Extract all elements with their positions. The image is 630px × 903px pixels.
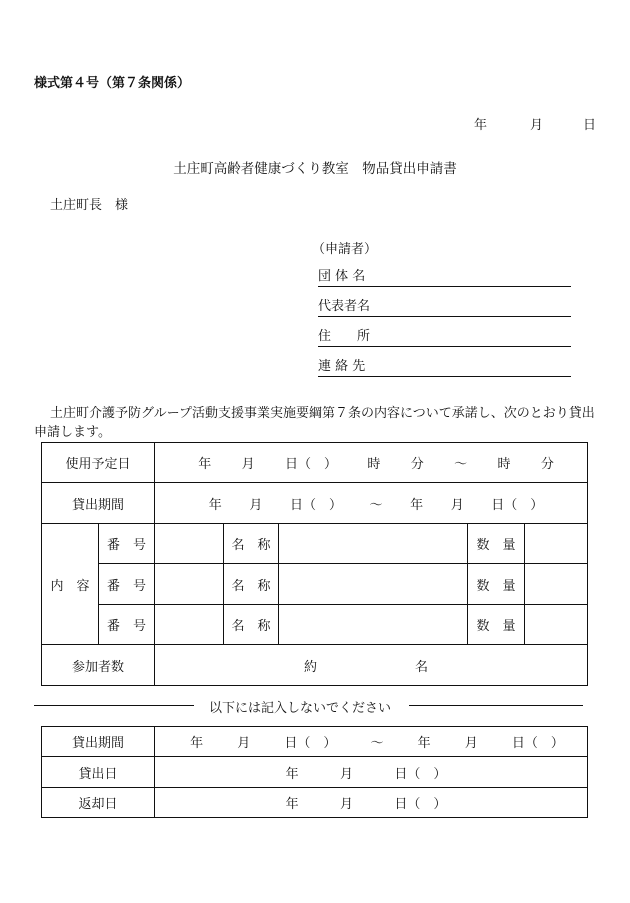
use-date-hour-start: 時 xyxy=(367,457,381,472)
item-name-input[interactable] xyxy=(279,605,468,645)
office-loan-start-month: 月 xyxy=(237,736,251,751)
office-loan-start-year: 年 xyxy=(190,736,204,751)
item-number-input[interactable] xyxy=(155,524,224,564)
contents-label: 内 容 xyxy=(42,524,99,645)
item-name-input[interactable] xyxy=(279,524,468,564)
loan-period-tilde: ～ xyxy=(369,497,383,513)
group-name-field[interactable] xyxy=(318,268,571,287)
office-loan-period-label: 貸出期間 xyxy=(42,727,155,757)
item-name-label: 名 称 xyxy=(224,524,279,564)
item-qty-label: 数 量 xyxy=(468,564,525,605)
loan-date-year: 年 xyxy=(285,766,299,782)
item-name-input[interactable] xyxy=(279,564,468,605)
use-date-hour-end: 時 xyxy=(497,457,511,472)
date-year: 年 xyxy=(474,118,488,133)
loan-start-month: 月 xyxy=(249,497,263,513)
participants-value[interactable] xyxy=(155,645,588,686)
item-qty-input[interactable] xyxy=(525,605,588,645)
loan-start-year: 年 xyxy=(208,497,222,513)
use-date-month: 月 xyxy=(241,457,255,472)
item-number-input[interactable] xyxy=(155,564,224,605)
item-number-label: 番 号 xyxy=(99,605,155,645)
participants-unit: 名 xyxy=(415,659,429,675)
form-number: 様式第４号（第７条関係） xyxy=(34,76,191,91)
page-title: 土庄町高齢者健康づくり教室 物品貸出申請書 xyxy=(173,161,457,177)
item-qty-label: 数 量 xyxy=(468,605,525,645)
office-loan-end-day: 日（ ） xyxy=(511,736,564,751)
separator-line-left xyxy=(34,705,194,706)
applicant-label: （申請者） xyxy=(312,242,378,257)
participants-approx: 約 xyxy=(304,659,318,675)
contact-field[interactable] xyxy=(318,358,571,377)
item-number-label: 番 号 xyxy=(99,524,155,564)
office-loan-end-month: 月 xyxy=(464,736,478,751)
office-loan-start-day: 日（ ） xyxy=(284,736,337,751)
item-name-label: 名 称 xyxy=(224,605,279,645)
use-date-label: 使用予定日 xyxy=(42,443,155,483)
office-loan-tilde: ～ xyxy=(370,736,384,751)
item-qty-label: 数 量 xyxy=(468,524,525,564)
loan-date-value xyxy=(155,757,588,788)
group-name-label: 団 体 名 xyxy=(318,269,366,284)
address-field[interactable] xyxy=(318,328,571,347)
separator-line-right xyxy=(409,705,583,706)
use-date-day: 日（ ） xyxy=(284,457,337,472)
use-date-minute-end: 分 xyxy=(540,457,554,472)
use-date-tilde: ～ xyxy=(454,457,468,472)
loan-date-month: 月 xyxy=(339,766,353,782)
office-loan-end-year: 年 xyxy=(417,736,431,751)
item-qty-input[interactable] xyxy=(525,524,588,564)
loan-period-value[interactable] xyxy=(155,483,588,524)
office-loan-period-value xyxy=(155,727,588,757)
return-date-label: 返却日 xyxy=(42,788,155,818)
date-month: 月 xyxy=(530,118,544,133)
application-table xyxy=(41,442,588,686)
representative-field[interactable] xyxy=(318,298,571,317)
loan-date-day: 日（ ） xyxy=(394,766,447,782)
body-text: 土庄町介護予防グループ活動支援事業実施要綱第７条の内容について承諾し、次のとおり貸出申請します。 xyxy=(34,406,595,440)
item-number-label: 番 号 xyxy=(99,564,155,605)
loan-start-day: 日（ ） xyxy=(289,497,342,513)
date-day: 日 xyxy=(583,118,597,133)
office-use-separator xyxy=(34,697,583,716)
address-label: 住 所 xyxy=(318,329,371,344)
addressee: 土庄町長 様 xyxy=(50,198,129,213)
loan-period-label: 貸出期間 xyxy=(42,483,155,524)
contact-label: 連 絡 先 xyxy=(318,359,366,374)
return-date-day: 日（ ） xyxy=(394,797,447,812)
item-number-input[interactable] xyxy=(155,605,224,645)
loan-date-label: 貸出日 xyxy=(42,757,155,788)
office-use-table xyxy=(41,726,588,818)
loan-end-month: 月 xyxy=(450,497,464,513)
loan-end-day: 日（ ） xyxy=(491,497,544,513)
loan-end-year: 年 xyxy=(410,497,424,513)
representative-label: 代表者名 xyxy=(318,299,371,314)
item-name-label: 名 称 xyxy=(224,564,279,605)
separator-text: 以下には記入しないでください xyxy=(209,701,392,716)
use-date-minute-start: 分 xyxy=(410,457,424,472)
use-date-value[interactable] xyxy=(155,443,588,483)
participants-label: 参加者数 xyxy=(42,645,155,686)
use-date-year: 年 xyxy=(198,457,212,472)
return-date-value xyxy=(155,788,588,818)
return-date-year: 年 xyxy=(285,797,299,812)
return-date-month: 月 xyxy=(339,797,353,812)
item-qty-input[interactable] xyxy=(525,564,588,605)
